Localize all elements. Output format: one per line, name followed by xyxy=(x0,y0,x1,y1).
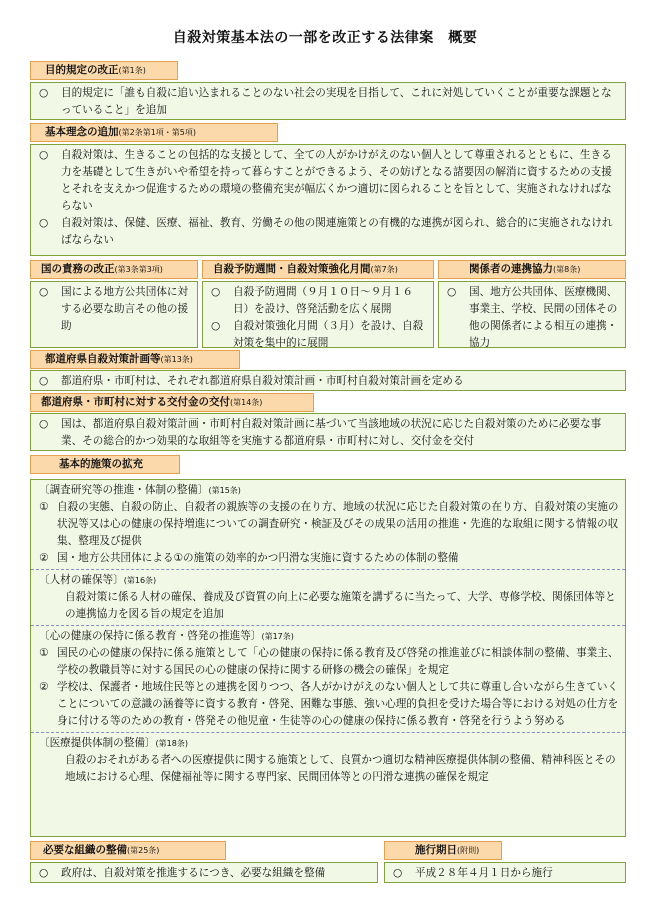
subsection-text: 自殺対策に係る人材の確保、養成及び資質の向上に必要な施策を講ずるに当たって、大学、専修学校、関係団体等との連携協力を図る旨の規定を追加 xyxy=(65,591,616,620)
list-item: ○ 自殺対策強化月間（３月）を設け、自殺対策を集中的に展開 xyxy=(211,320,424,348)
section-box-prefectural-plan xyxy=(30,370,626,391)
list-item: ○ 国、地方公共団体、医療機関、事業主、学校、民間の団体その他の関係者による相互の連携・協力 xyxy=(447,286,618,348)
list-item: ○ 国による地方公共団体に対する必要な助言その他の援助 xyxy=(39,286,189,332)
section-box-organization xyxy=(30,862,378,883)
section-box-state-duty xyxy=(30,281,198,348)
divider xyxy=(31,625,625,626)
section-box-prevention-week xyxy=(202,281,434,348)
section-header-prevention-week: 自殺予防週間・自殺対策強化月間(第7条) xyxy=(202,260,434,279)
section-header-principles: 基本理念の追加(第2条第1項・第5項) xyxy=(30,123,278,142)
list-item: ○ 政府は、自殺対策を推進するにつき、必要な組織を整備 xyxy=(39,867,326,879)
list-item: ○ 目的規定に「誰も自殺に追い込まれることのない社会の実現を目指して、これに対処していくことが重要な課題となっていること」を追加 xyxy=(39,87,612,116)
subsection-title: 〔心の健康の保持に係る教育・啓発の推進等〕(第17条) xyxy=(39,630,294,642)
subsection-medical xyxy=(39,735,619,786)
list-item: ① 国民の心の健康の保持に係る施策として「心の健康の保持に係る教育及び啓発の推進並びに相談体制の整備、事業主、学校の教職員等に対する国民の心の健康の保持に関する研修の機会の確保」を規定 xyxy=(39,647,619,676)
subsection-text: 自殺のおそれがある者への医療提供に関する施策として、良質かつ適切な精神医療提供体制の整備、精神科医とその地域における心理、保健福祉等に関する専門家、民間団体等との円滑な連携の確保を規定 xyxy=(65,754,616,783)
section-header-purpose: 目的規定の改正(第1条) xyxy=(30,61,178,80)
section-header-organization: 必要な組織の整備(第25条) xyxy=(30,841,226,860)
section-header-state-duty: 国の責務の改正(第3条第3項) xyxy=(30,260,198,279)
list-item: ○ 国は、都道府県自殺対策計画・市町村自殺対策計画に基づいて当該地域の状況に応じた自殺対策のために必要な事業、その総合的かつ効果的な取組等を実施する都道府県・市町村に対し、交付金を交付 xyxy=(39,418,602,447)
subsection-research xyxy=(39,482,619,567)
section-header-prefectural-plan: 都道府県自殺対策計画等(第13条) xyxy=(30,350,240,369)
divider xyxy=(31,569,625,570)
list-item: ○ 自殺対策は、保健、医療、福祉、教育、労働その他の関連施策との有機的な連携が図られ、総合的に実施されなければならない xyxy=(39,217,613,246)
section-box-grant xyxy=(30,413,626,451)
section-header-basic-measures: 基本的施策の拡充 xyxy=(30,455,180,474)
subsection-title: 〔医療提供体制の整備〕(第18条) xyxy=(39,737,188,749)
section-header-grant: 都道府県・市町村に対する交付金の交付(第14条) xyxy=(30,393,314,412)
list-item: ② 国・地方公共団体による①の施策の効率的かつ円滑な実施に資するための体制の整備 xyxy=(39,552,459,564)
divider xyxy=(31,732,625,733)
subsection-title: 〔調査研究等の推進・体制の整備〕(第15条) xyxy=(39,484,241,496)
section-header-cooperation: 関係者の連携協力(第8条) xyxy=(438,260,626,279)
list-item: ① 自殺の実態、自殺の防止、自殺者の親族等の支援の在り方、地域の状況に応じた自殺対策の在り方、自殺対策の実施の状況等又は心の健康の保持増進についての調査研究・検証及びその成果の活用の推進・先進的な取組に関する情報の収集、整理及び提供 xyxy=(39,501,619,547)
subsection-title: 〔人材の確保等〕(第16条) xyxy=(39,574,157,586)
section-box-effective-date xyxy=(384,862,626,883)
list-item: ○ 平成２８年４月１日から施行 xyxy=(393,867,553,879)
section-box-principles xyxy=(30,144,626,256)
subsection-mental-health xyxy=(39,628,619,730)
section-box-purpose xyxy=(30,82,626,120)
list-item: ○ 自殺対策は、生きることの包括的な支援として、全ての人がかけがえのない個人として尊重されるとともに、生きる力を基礎として生きがいや希望を持って暮らすことができるよう、その妨げとなる諸要因の解消に資するための支援とそれを支えかつ促進するための環境の整備充実が幅広くかつ適切に図られることを旨として、実施されなければならない xyxy=(39,149,612,212)
list-item: ○ 自殺予防週間（９月１０日～９月１６日）を設け、啓発活動を広く展開 xyxy=(211,286,414,315)
page-title: 自殺対策基本法の一部を改正する法律案 概要 xyxy=(172,30,478,46)
section-header-effective-date: 施行期日(附則) xyxy=(384,841,502,860)
section-box-cooperation xyxy=(438,281,626,348)
list-item: ② 学校は、保護者・地域住民等との連携を図りつつ、各人がかけがえのない個人として共に尊重し合いながら生きていくことについての意識の涵養等に資する教育・啓発、困難な事態、強い心理的負担を受けた場合等における対処の仕方を身に付ける等のための教育・啓発その他児童・生徒等の心の健康の保持に係る教育・啓発を行うよう努める xyxy=(39,681,619,727)
list-item: ○ 都道府県・市町村は、それぞれ都道府県自殺対策計画・市町村自殺対策計画を定める xyxy=(39,375,464,387)
section-box-basic-measures xyxy=(30,479,626,837)
subsection-personnel xyxy=(39,572,619,623)
